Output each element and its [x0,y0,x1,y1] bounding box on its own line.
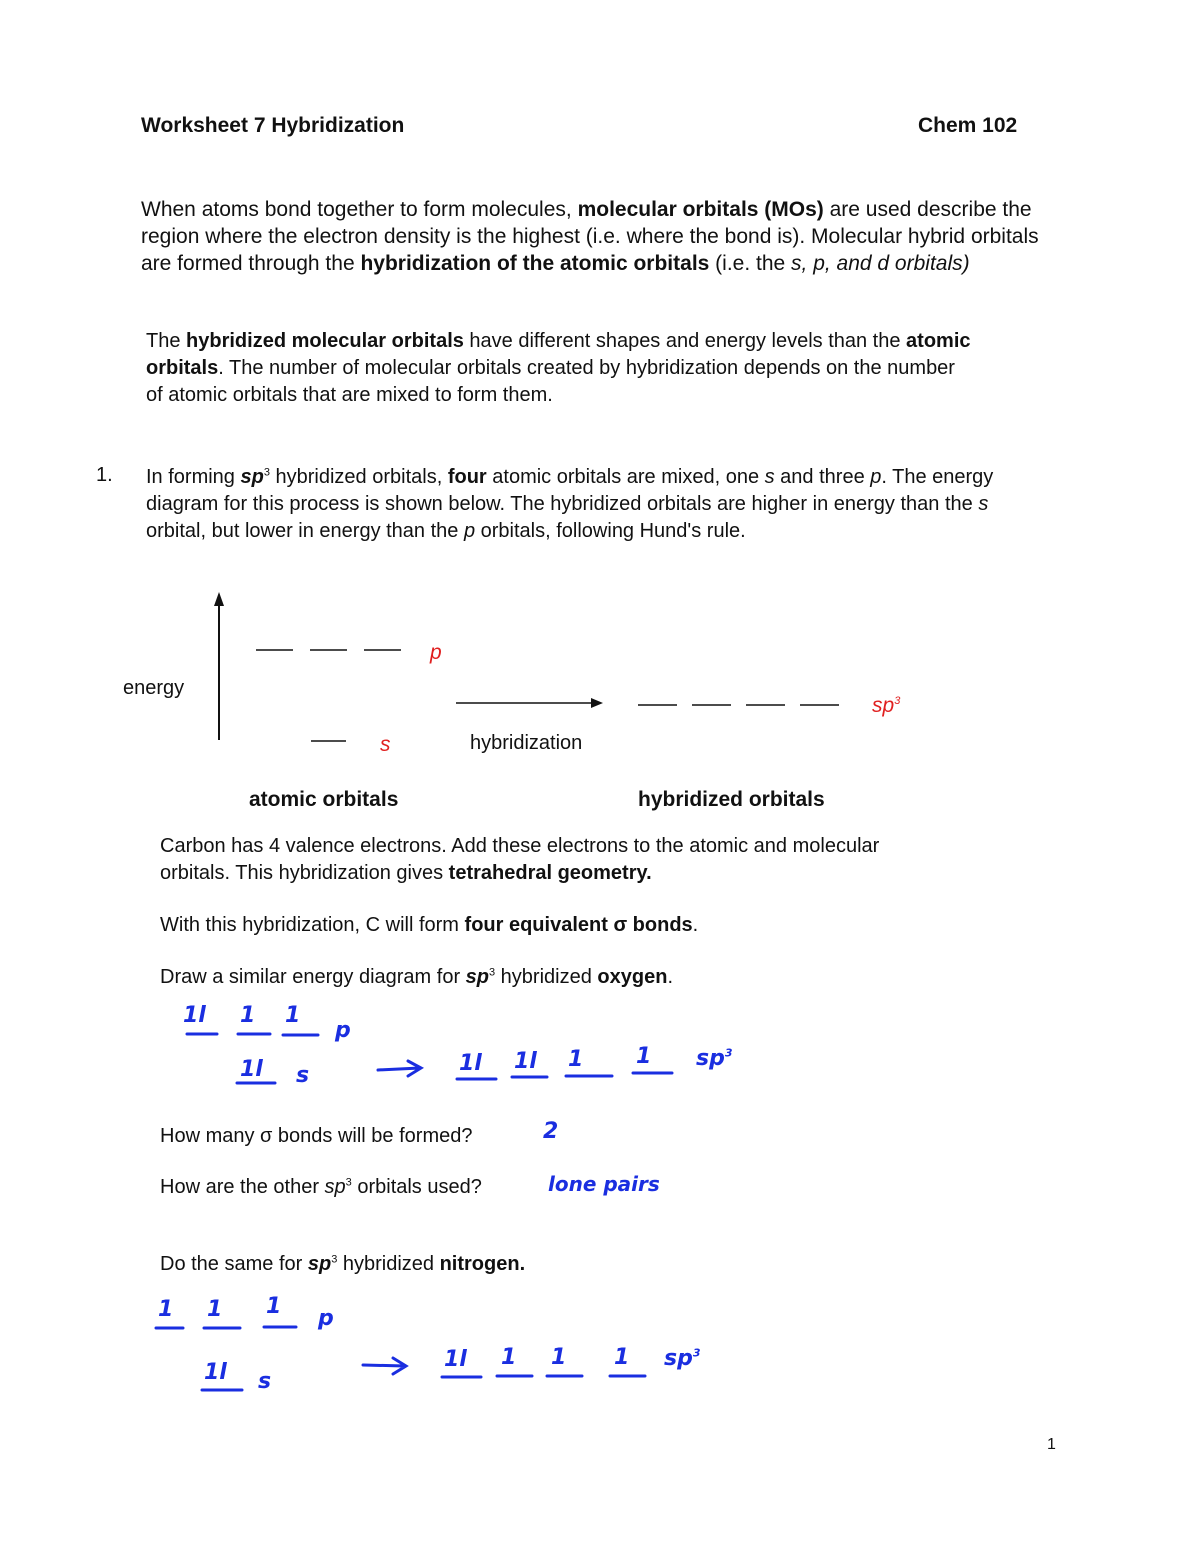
hw-electron: 1 [568,1047,584,1072]
para-bold: hybridized molecular orbitals [186,330,464,352]
hw-s-label: s [258,1369,272,1394]
sigma-bold: four equivalent σ bonds [464,914,693,936]
hw-electron: 1l [240,1057,263,1082]
nitrogen-prompt [160,1253,525,1276]
sigma-text: . [692,914,699,936]
hw-electron: 1l [514,1049,537,1074]
q1-s: s [764,466,775,488]
sp3-label [872,694,900,718]
hw-sp3-text: sp [696,1046,725,1071]
hw-sp3-sup: 3 [692,1346,701,1360]
para-text: have different shapes and energy levels than the [463,330,907,352]
oxygen-prompt [160,966,673,989]
other-orbitals-answer: lone pairs [548,1172,660,1196]
energy-axis-arrowhead [214,592,224,606]
hw-electron: 1 [207,1297,223,1322]
hw-sp3-sup: 3 [724,1046,733,1060]
q1-s: s [978,493,989,515]
q1-four: four [447,466,487,488]
page-number: 1 [1047,1436,1056,1453]
hybridization-arrowhead [591,698,603,708]
nitrogen-sp: sp [307,1253,332,1275]
q1-text: orbitals, following Hund's rule. [475,520,746,542]
hw-electron: 1l [444,1347,467,1372]
q1-sup: 3 [263,466,270,479]
hw-sp3-label [696,1046,733,1071]
p-label: p [430,641,442,664]
oxygen-bold: oxygen [597,966,668,988]
other-q-sup: 3 [345,1176,352,1189]
sp3-label-sup: 3 [894,695,901,707]
carbon-bold: tetrahedral geometry. [448,862,652,884]
hw-electron: 1 [266,1294,282,1319]
hybridization-label: hybridization [470,732,583,754]
hw-electron: 1 [614,1345,630,1370]
oxygen-text: . [667,966,673,988]
s-label: s [380,733,391,756]
q1-p: p [870,466,882,488]
hw-electron: 1 [158,1297,174,1322]
question-number: 1. [96,464,113,486]
oxygen-text: hybridized [495,966,598,988]
nitrogen-sup: 3 [331,1253,338,1266]
para-text: . The number of molecular orbitals created by hybridization depends on the number of atomic orbitals that are mixed to form them. [146,357,955,406]
intro-bold-hybridization: hybridization of the atomic orbitals [360,252,710,275]
intro-text: (i.e. the [709,252,792,275]
q1-text: orbital, but lower in energy than the [146,520,464,542]
oxygen-sup: 3 [489,966,496,979]
hw-s-label: s [296,1063,310,1088]
course-label: Chem 102 [918,114,1018,137]
hw-p-label: p [335,1018,351,1043]
para-bold: atomic orbitals [146,330,971,379]
para-text: The [146,330,187,352]
carbon-paragraph [160,833,920,887]
hw-electron: 1l [459,1051,482,1076]
nitrogen-bold: nitrogen. [439,1253,526,1275]
hw-arrow [378,1061,421,1076]
hw-electron: 1 [636,1044,652,1069]
q1-text: hybridized orbitals, [269,466,448,488]
hw-electron: 1 [551,1345,567,1370]
sigma-bonds-line [160,914,698,937]
other-q-text: orbitals used? [351,1176,482,1198]
other-q-sp: sp [324,1176,346,1198]
other-q-text: How are the other [160,1176,325,1198]
nitrogen-text: Do the same for [160,1253,308,1275]
oxygen-text: Draw a similar energy diagram for [160,966,466,988]
energy-label: energy [123,677,185,699]
intro-italic-orbitals: s, p, and d orbitals) [791,252,970,275]
oxygen-sp: sp [465,966,489,988]
sigma-count-question: How many σ bonds will be formed? [160,1125,473,1147]
q1-p: p [463,520,476,542]
q1-text: In forming [146,466,241,488]
q1-text: and three [774,466,871,488]
atomic-orbitals-caption: atomic orbitals [249,788,399,811]
hw-electron: 1 [240,1003,256,1028]
sp3-label-text: sp [872,694,895,717]
sigma-count-answer: 2 [543,1119,559,1144]
hw-electron: 1 [501,1345,517,1370]
carbon-text: Carbon has 4 valence electrons. Add these electrons to the atomic and molecular orbitals. This hybridization gives [160,835,880,884]
worksheet-title: Worksheet 7 Hybridization [141,114,405,137]
nitrogen-text: hybridized [337,1253,440,1275]
hw-arrow [363,1358,406,1374]
hw-p-label: p [318,1306,334,1331]
intro-text: are used describe the region where the electron density is the highest (i.e. where the bond is). Molecular hybrid orbitals are formed through the [141,198,1039,275]
hw-electron: 1l [183,1003,206,1028]
q1-text: . The energy diagram for this process is shown below. The hybridized orbitals are higher in energy than the [146,466,994,515]
sigma-text: With this hybridization, C will form [160,914,465,936]
other-orbitals-question [160,1176,482,1199]
hw-electron: 1 [285,1003,301,1028]
intro-text: When atoms bond together to form molecules, [141,198,578,221]
intro-bold-mos: molecular orbitals (MOs) [577,198,824,221]
hybridized-orbitals-caption: hybridized orbitals [638,788,825,811]
q1-text: atomic orbitals are mixed, one [486,466,765,488]
hw-sp3-label [664,1346,701,1371]
hw-sp3-text: sp [664,1346,693,1371]
q1-sp: sp [240,466,264,488]
hw-electron: 1l [204,1360,227,1385]
